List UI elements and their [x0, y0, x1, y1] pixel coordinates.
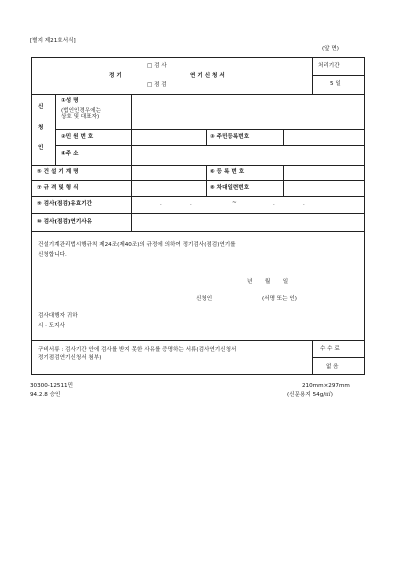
resident-number-label: ③ 주민등록번호: [210, 134, 250, 140]
name-field[interactable]: [133, 96, 363, 127]
title-left: 정 기: [109, 73, 122, 79]
processing-value: 5 일: [330, 81, 341, 87]
form-code: 30300-12511민: [30, 383, 74, 389]
name-label: ①성 명: [61, 98, 79, 104]
valid-period-label: ⑨ 검사(점검)유효기간: [37, 201, 93, 207]
period-sep-4: .: [303, 201, 305, 207]
applicant-label-3: 인: [38, 145, 44, 151]
period-arrow: ~: [232, 200, 237, 206]
postpone-reason-field[interactable]: [133, 215, 363, 229]
fee-value: 없 음: [326, 364, 339, 370]
period-sep-2: .: [190, 201, 192, 207]
addressee-agency: 검사대행자 귀하: [38, 313, 78, 319]
name-note: (법인인경우에는 상호 및 대표자): [61, 108, 102, 121]
required-docs: 구비서류 : 검사기간 안에 검사를 받지 못한 사유를 증명하는 서류(검사연기신청서 정기점검연기신청서 첨부): [38, 347, 237, 361]
registration-number-label: ⑥ 등 록 번 호: [210, 169, 245, 175]
spec-label: ⑦ 규 격 및 형 식: [37, 185, 79, 191]
machine-name-label: ⑤ 건 설 기 계 명: [37, 169, 79, 175]
processing-label: 처리기간: [318, 63, 340, 69]
applicant-label-2: 청: [38, 125, 44, 131]
checkbox-check[interactable]: □ 점 검: [147, 82, 167, 88]
period-sep-1: .: [160, 201, 162, 207]
title-right: 연 기 신 청 서: [190, 73, 225, 79]
signature-note: (서명 또는 인): [262, 296, 297, 302]
postpone-reason-label: ⑩ 검사(점검)연기사유: [37, 219, 93, 225]
registration-number-field[interactable]: [285, 167, 363, 179]
fee-label: 수 수 료: [320, 346, 340, 352]
reg-number-label: ②민 원 번 호: [61, 134, 94, 140]
resident-number-field[interactable]: [285, 131, 363, 143]
form-id: [별지 제21호서식]: [30, 38, 76, 44]
machine-name-field[interactable]: [133, 167, 204, 179]
chassis-number-field[interactable]: [285, 182, 363, 194]
page-side-label: (앞 면): [322, 46, 339, 52]
paper-type: (신문용지 54g/㎡): [287, 392, 333, 398]
approval-date: 94.2.8 승인: [30, 392, 61, 398]
declaration-text: 건설기계관리법시행규칙 제24조(제40조)의 규정에 의하여 정기검사(점검)연기를 신청합니다.: [38, 242, 236, 258]
applicant-label-1: 신: [38, 104, 44, 110]
checkbox-inspection[interactable]: □ 검 사: [147, 63, 167, 69]
addressee-governor: 시 · 도지사: [38, 323, 65, 329]
address-field[interactable]: [133, 147, 363, 163]
applicant-sign-label: 신청인: [196, 296, 213, 302]
paper-size: 210mm×297mm: [302, 383, 350, 389]
date-line: 년 월 일: [247, 279, 289, 285]
chassis-number-label: ⑧ 차대일련번호: [210, 185, 250, 191]
reg-number-field[interactable]: [133, 131, 204, 143]
address-label: ④주 소: [61, 151, 79, 157]
spec-field[interactable]: [133, 182, 204, 194]
period-sep-3: .: [273, 201, 275, 207]
